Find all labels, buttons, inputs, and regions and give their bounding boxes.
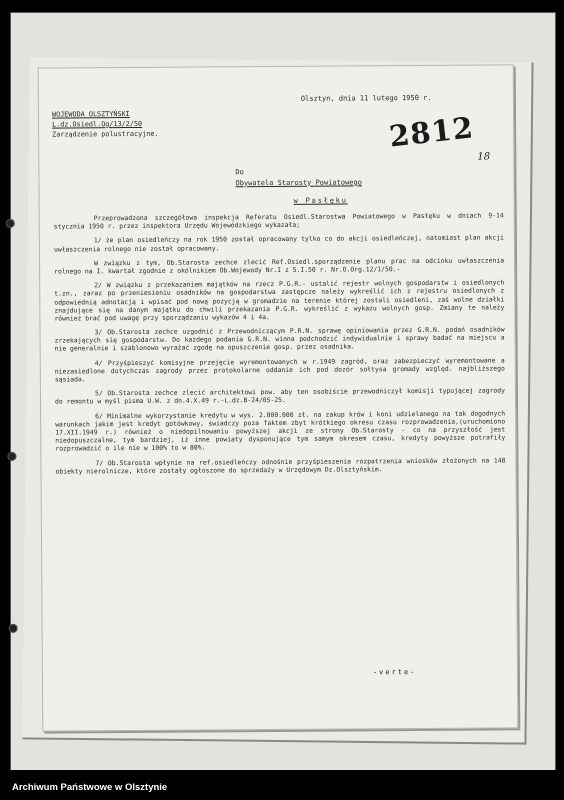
punch-hole-icon [6, 219, 15, 228]
paragraph: Przeprowadzona szczegółowa inspekcja Referatu Osiedl.Starostwa Powiatowego w Pasłęku w dniach 9-14 stycznia 1950 r. przez inspektora Urzędu Wojewódzkiego wykazała; [53, 211, 504, 231]
paragraph: 1/ że plan osiedleńczy na rok 1950 został opracowany tylko co do akcji osiedleńczej, natomiast plan akcji uwłaszczenia rolnego nie został opracowany. [53, 233, 504, 254]
addressee [235, 166, 362, 206]
paragraph: 7/ Ob.Starosta wpłynie na ref.osiedleńczy odnośnie przyśpieszenia rozpatrzenia wniosków złożonych na 148 obiekty nierolnicze, które zostały ogłoszone do sprzedaży w Urzędowym Dz.Olsztyńskim. [55, 455, 506, 476]
verte-mark: -verte- [372, 668, 417, 677]
handwritten-subnumber: 18 [477, 151, 491, 163]
document-body [54, 211, 506, 481]
archive-label: Archiwum Państwowe w Olsztynie [12, 782, 168, 793]
document-page [38, 64, 519, 731]
addressee-name: Obywatela Starosty Powiatowego [235, 177, 362, 187]
addressee-prefix: Do [235, 168, 244, 177]
paragraph: 4/ Przyśpieszyć komisyjne przejęcie wyremontowanych w r.1949 zagród, oraz zabezpieczyć wyremontowane a niezasiedlone dotychczas zagrody przez protokolarne oddanie ich pod dozór sołtysa gromady względ. najbliższego sąsiada. [54, 356, 505, 384]
header-left [52, 110, 159, 140]
paragraph: 6/ Minimalne wykorzystanie kredytu w wys. 2.000.000 zł. na zakup krów i koni udzielanego na tak dogodnych warunkach jakim jest kredyt gotówkowy, świadczy poza faktem zbyt krótkiego okresu czasu rozprowadzenia,(uruchomiono 17.XII.1949 r.) również o niedopilnowaniu powyższej akcji ze strony Ob.Starosty - co na przyszłość jest niedopuszczalne, tym bardziej, iż inne powiaty dysponujące tym samym okresem czasu, kredyty powyższe potrafiły rozprowadzić o ile nie w 100% to w 80%. [55, 408, 506, 453]
paragraph: 2/ W związku z przekazaniem majątków na rzecz P.G.R.- ustalić rejestr wolnych gospodarstw i osiedlonych t.zn., zaraz po przeniesieniu osadników na gospodarstwa zastępcze należy wykreślić ich z rejestru osiedlonych z odpowiednią adnotacją i wpisać pod nową pozycją w gromadzie na terenie której zostali osiedleni, zaś wolne działki znajdujące się na danym majątku do chwili przekazania P.G.R. wykreślić z wykazu wolnych gosp. Zmiany te należy również brać pod uwagę przy sporządzaniu wykazów 4 i 4a. [54, 278, 505, 323]
office-name: WOJEWODA OLSZTYŃSKI [51, 110, 130, 119]
paragraph: W związku z tym, Ob.Starosta zechce zlecić Ref.Osiedl.sporządzenie planu prac na odcinku uwłaszczenia rolnego na I. kwartał zgodnie z okólnikiem Ob.Wojewody Nr.I z 5.I.50 r. Nr.O.Org.12/1/50.- [54, 256, 505, 276]
punch-hole-icon [9, 624, 18, 633]
place-date: Olsztyn, dnia 11 lutego 1950 r. [300, 93, 432, 103]
reference-number: L.dz.Osiedl.Og/13/2/50 [52, 119, 143, 129]
document-title: Zarządzenie polustracyjne. [52, 129, 159, 139]
paragraph: 5/ Ob.Starosta zechce zlecić architektowi pow. aby ten osobiście przewodniczył komisji typującej zagrody do remontu w myśl pisma U.W. z dn.4.X.49 r.-L.dz.B-24/05-25. [54, 386, 505, 406]
addressee-place: w Pasłęku [293, 196, 348, 205]
paragraph: 3/ Ob.Starosta zechce uzgodnić z Przewodniczącym P.R.N. sprawę opiniowania przez G.R.N. podań osadników zrzekających się gospodarstw. Do każdego podania G.R.N. winna podchodzić indywidualnie i sprawy badać na miejscu a nie generalnie i szablonowo wyrażać zgodę na opuszczenie gosp. przez osadnika. [54, 325, 505, 353]
punch-hole-icon [7, 452, 16, 461]
handwritten-number: 2812 [387, 110, 476, 154]
